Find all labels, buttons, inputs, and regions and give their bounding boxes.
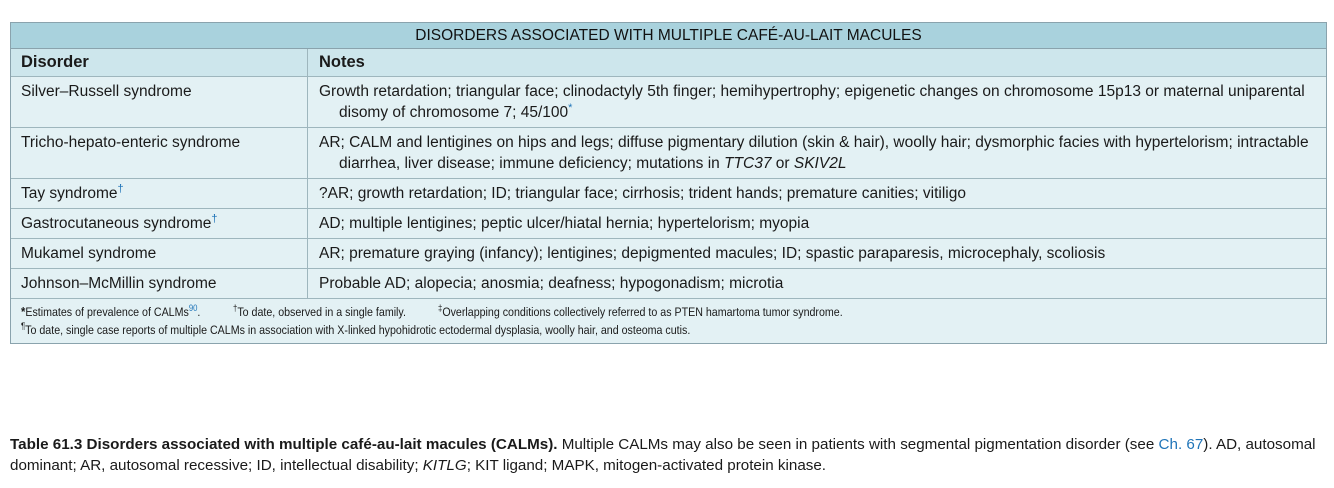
footnote-marker[interactable]: † [211, 213, 218, 225]
footnote [438, 304, 843, 322]
footnote-symbol: ‡ [437, 303, 442, 313]
gene-name: TTC37 [724, 155, 772, 172]
footnote-text: To date, single case reports of multiple CALMs in association with X-linked hypohidrotic ectodermal dysplasia, woolly hair, and osteoma cutis. [25, 322, 691, 337]
table-row [11, 239, 1326, 269]
footnote-symbol: * [21, 304, 26, 319]
notes-text: AD; multiple lentigines; peptic ulcer/hiatal hernia; hypertelorism; myopia [319, 215, 810, 232]
disorder-name: Tay syndrome [21, 185, 118, 202]
table-row [11, 128, 1326, 179]
footnote-text: Estimates of prevalence of CALMs [25, 305, 189, 319]
table-caption [10, 434, 1328, 476]
disorder-cell [11, 179, 308, 208]
notes-cell [308, 209, 1326, 238]
notes-text: AR; premature graying (infancy); lentigines; depigmented macules; ID; spastic paraparesis, microcephaly, scoliosis [319, 245, 1106, 262]
disorder-cell [11, 77, 308, 127]
notes-cell [308, 128, 1326, 178]
reference-marker[interactable]: 90 [188, 303, 198, 313]
table-header-row [11, 49, 1326, 77]
disorders-table [10, 22, 1327, 344]
disorder-name: Johnson–McMillin syndrome [21, 275, 217, 292]
footnote-text: Overlapping conditions collectively referred to as PTEN hamartoma tumor syndrome. [441, 305, 843, 319]
disorder-cell [11, 209, 308, 238]
table-row [11, 77, 1326, 128]
footnote-marker[interactable]: * [568, 102, 573, 114]
column-header-notes: Notes [319, 53, 365, 71]
notes-cell [308, 239, 1326, 268]
caption-text: ). AD, autosomal dominant; AR, autosomal recessive; ID, intellectual disability; [10, 436, 1316, 474]
gene-name: KITLG [422, 457, 467, 474]
table-row [11, 179, 1326, 209]
footnote [21, 322, 690, 340]
disorder-name: Mukamel syndrome [21, 245, 157, 262]
footnote [21, 303, 200, 322]
notes-cell [308, 77, 1326, 127]
notes-text: or [771, 155, 794, 172]
notes-text: AR; CALM and lentigines on hips and legs; diffuse pigmentary dilution (skin & hair), woolly hair; dysmorphic facies with hypertelorism; intractable diarrhea, liver disease; immune deficiency; mutations in [319, 134, 1309, 172]
footnote-symbol: † [233, 303, 238, 313]
footnote [233, 304, 406, 322]
disorder-name: Gastrocutaneous syndrome [21, 215, 212, 232]
disorder-name: Silver–Russell syndrome [21, 83, 192, 100]
notes-cell [308, 179, 1326, 208]
disorder-cell [11, 269, 308, 298]
disorder-cell [11, 239, 308, 268]
notes-cell [308, 269, 1326, 298]
notes-text: Probable AD; alopecia; anosmia; deafness; hypogonadism; microtia [319, 275, 784, 292]
notes-text: Growth retardation; triangular face; clinodactyly 5th finger; hemihypertrophy; epigenetic changes on chromosome 15p13 or maternal uniparental disomy of chromosome 7; 45/100 [319, 83, 1305, 121]
caption-label: Table 61.3 Disorders associated with multiple café-au-lait macules (CALMs). [10, 436, 558, 453]
table-row [11, 269, 1326, 299]
chapter-link[interactable]: Ch. 67 [1158, 436, 1204, 453]
disorder-cell [11, 128, 308, 178]
gene-name: SKIV2L [793, 155, 847, 172]
caption-text: ; KIT ligand; MAPK, mitogen-activated protein kinase. [466, 457, 827, 474]
caption-text: Multiple CALMs may also be seen in patients with segmental pigmentation disorder (see [557, 436, 1159, 453]
notes-text: ?AR; growth retardation; ID; triangular face; cirrhosis; trident hands; premature canities; vitiligo [319, 185, 966, 202]
footnote-marker[interactable]: † [117, 183, 124, 195]
table-footnotes [11, 299, 1326, 343]
footnote-text: To date, observed in a single family. [237, 305, 406, 319]
table-title: DISORDERS ASSOCIATED WITH MULTIPLE CAFÉ-AU-LAIT MACULES [11, 23, 1326, 49]
footnote-symbol: ¶ [21, 320, 26, 331]
disorder-name: Tricho-hepato-enteric syndrome [21, 134, 241, 151]
footnote-end: . [197, 305, 201, 319]
table-row [11, 209, 1326, 239]
column-header-disorder: Disorder [11, 49, 308, 76]
